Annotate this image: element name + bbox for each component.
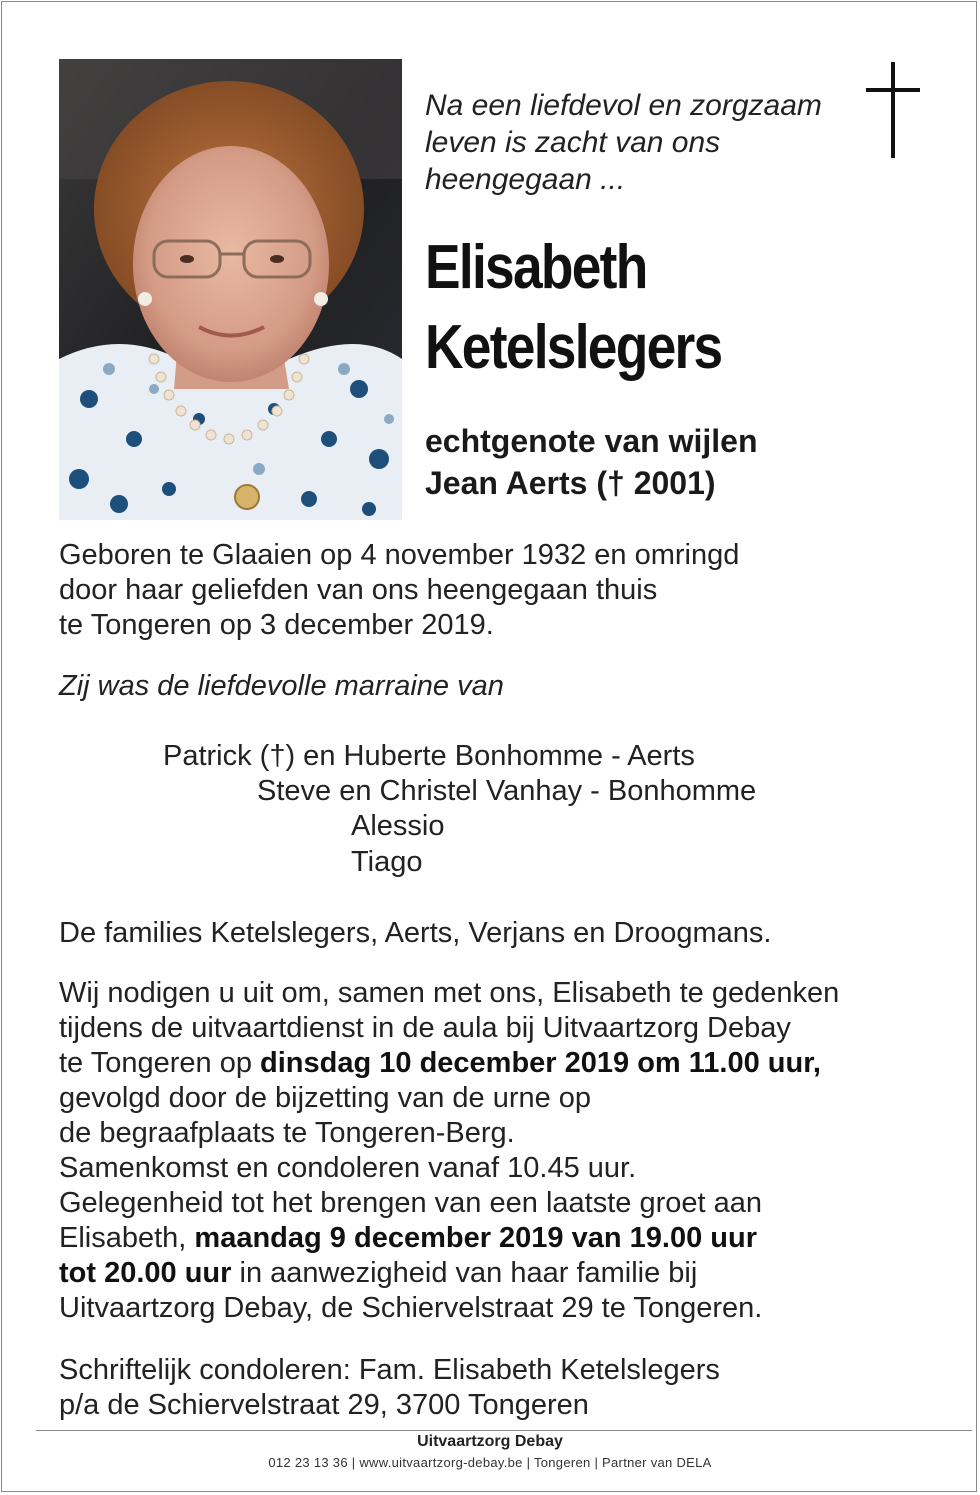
family-member: Patrick (†) en Huberte Bonhomme - Aerts	[163, 740, 695, 772]
spouse-line: echtgenote van wijlen	[425, 423, 758, 459]
deceased-name	[425, 228, 721, 388]
service-line	[59, 1256, 839, 1291]
families-line: De families Ketelslegers, Aerts, Verjans en Droogmans.	[59, 917, 772, 949]
intro-line: Na een liefdevol en zorgzaam	[425, 89, 822, 122]
service-line: Wij nodigen u uit om, samen met ons, Elisabeth te gedenken	[59, 977, 840, 1009]
condolence-paragraph	[59, 1353, 720, 1423]
family-member: Alessio	[351, 810, 445, 842]
family-member: Tiago	[351, 846, 423, 878]
intro-line: leven is zacht van ons	[425, 126, 721, 159]
service-line: tijdens de uitvaartdienst in de aula bij Uitvaartzorg Debay	[59, 1012, 791, 1044]
footer-info: 012 23 13 36 | www.uitvaartzorg-debay.be | Tongeren | Partner van DELA	[268, 1455, 712, 1470]
intro-line: heengegaan ...	[425, 163, 626, 196]
first-name: Elisabeth	[425, 233, 647, 302]
birth-line: Geboren te Glaaien op 4 november 1932 en omringd	[59, 539, 740, 571]
service-line: gevolgd door de bijzetting van de urne op	[59, 1082, 592, 1114]
last-name: Ketelslegers	[425, 313, 722, 382]
spouse-line: Jean Aerts († 2001)	[425, 465, 716, 501]
service-line	[59, 1046, 839, 1081]
visitation-time: tot 20.00 uur	[59, 1257, 232, 1289]
cross-icon	[864, 62, 922, 158]
portrait-photo	[59, 59, 402, 520]
birth-paragraph	[59, 538, 739, 643]
condolence-line: Schriftelijk condoleren: Fam. Elisabeth Ketelslegers	[59, 1354, 720, 1386]
service-line: Gelegenheid tot het brengen van een laatste groet aan	[59, 1187, 762, 1219]
footer-title: Uitvaartzorg Debay	[417, 1433, 563, 1450]
service-line: de begraafplaats te Tongeren-Berg.	[59, 1117, 515, 1149]
birth-line: door haar geliefden van ons heengegaan thuis	[59, 574, 658, 606]
birth-line: te Tongeren op 3 december 2019.	[59, 609, 494, 641]
service-text: in aanwezigheid van haar familie bij	[231, 1257, 698, 1289]
family-member: Steve en Christel Vanhay - Bonhomme	[257, 775, 757, 807]
spouse-info	[425, 420, 758, 504]
service-line: Samenkomst en condoleren vanaf 10.45 uur.	[59, 1152, 637, 1184]
service-paragraph	[59, 976, 839, 1326]
service-text: te Tongeren op	[59, 1047, 261, 1079]
marraine-intro: Zij was de liefdevolle marraine van	[59, 670, 504, 702]
service-line	[59, 1221, 839, 1256]
visitation-date: maandag 9 december 2019 van 19.00 uur	[194, 1222, 757, 1254]
footer-divider	[36, 1430, 972, 1431]
service-text: Elisabeth,	[59, 1222, 195, 1254]
funeral-date: dinsdag 10 december 2019 om 11.00 uur,	[260, 1047, 821, 1079]
service-line: Uitvaartzorg Debay, de Schiervelstraat 29 te Tongeren.	[59, 1292, 763, 1324]
condolence-line: p/a de Schiervelstraat 29, 3700 Tongeren	[59, 1389, 589, 1421]
intro-text	[425, 87, 822, 198]
